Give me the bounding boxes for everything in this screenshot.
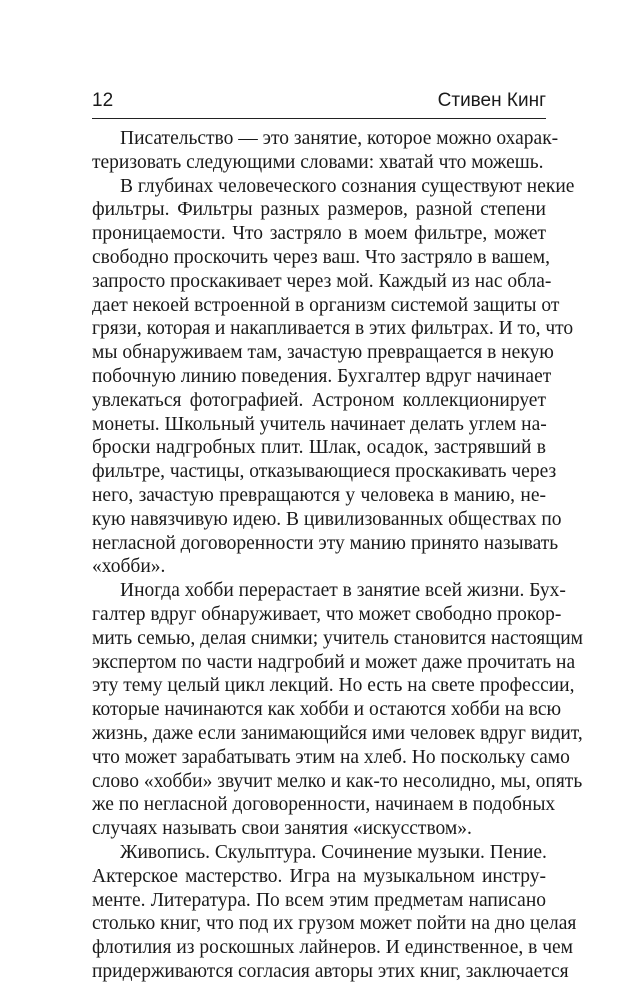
text-line: негласной договоренности эту манию принято называть [92,532,559,554]
text-line: В глубинах человеческого сознания существуют некие [120,175,575,197]
body-text [92,127,584,984]
text-line: фильтры. Фильтры разных размеров, разной степени [92,199,546,221]
text-line: броски надгробных плит. Шлак, осадок, застрявший в [92,437,546,459]
text-line: жизнь, даже если занимающийся ими человек вдруг видит, [92,722,583,744]
header-rule [92,118,546,119]
text-line: увлекаться фотографией. Астроном коллекционирует [92,389,546,411]
text-line: которые начинаются как хобби и остаются хобби на всю [92,699,562,721]
text-line: столько книг, что под их грузом может пойти на дно целая [92,913,577,935]
text-line: Актерское мастерство. Игра на музыкальном инстру- [92,865,546,887]
text-line: него, зачастую превращаются у человека в манию, не- [92,484,546,506]
text-line: флотилия из роскошных лайнеров. И единственное, в чем [92,937,573,959]
text-line: Живопись. Скульптура. Сочинение музыки. Пение. [120,841,547,863]
text-line: запросто проскакивает через мой. Каждый из нас обла- [92,270,552,292]
text-line: что может зарабатывать этим на хлеб. Но поскольку само [92,746,570,768]
text-line: слово «хобби» звучит мелко и как-то несолидно, мы, опять [92,770,583,792]
paragraph [92,175,575,580]
text-line: проницаемости. Что застряло в моем фильтре, может [92,223,546,245]
text-line: экспертом по части надгробий и может даже прочитать на [92,651,576,673]
paragraph [92,841,577,984]
text-line: «хобби». [92,556,166,578]
text-line: грязи, которая и накапливается в этих фильтрах. И то, что [92,318,574,340]
text-line: мы обнаруживаем там, зачастую превращается в некую [92,342,554,364]
page-number: 12 [92,90,114,111]
text-line: свободно проскочить через ваш. Что застряло в вашем, [92,246,550,268]
text-line: Писательство — это занятие, которое можно охарак- [120,128,559,149]
text-line: Иногда хобби перерастает в занятие всей жизни. Бух- [120,580,566,602]
text-line: же по негласной договоренности, начинаем в подобных [92,794,556,816]
text-line: эту тему целый цикл лекций. Но есть на свете профессии, [92,675,575,697]
text-line: дает некоей встроенной в организм системой защиты от [92,294,560,316]
text-line: мить семью, делая снимки; учитель становится настоящим [92,627,584,649]
paragraph [92,579,584,841]
text-line: случаях называть свои занятия «искусством». [92,818,472,840]
text-line: галтер вдруг обнаруживает, что может свободно прокор- [92,603,562,625]
text-line: придерживаются согласия авторы этих книг, заключается [92,960,569,982]
text-line: кую навязчивую идею. В цивилизованных обществах по [92,508,562,530]
text-line: побочную линию поведения. Бухгалтер вдруг начинает [92,365,552,387]
text-line: теризовать следующими словами: хватай что можешь. [92,151,544,173]
text-line: менте. Литература. По всем этим предметам написано [92,889,546,911]
text-line: фильтре, частицы, отказывающиеся проскакивать через [92,461,557,483]
running-head-author: Стивен Кинг [437,90,546,111]
running-head [92,90,546,118]
paragraph [92,127,559,175]
text-line: монеты. Школьный учитель начинает делать углем на- [92,413,547,435]
